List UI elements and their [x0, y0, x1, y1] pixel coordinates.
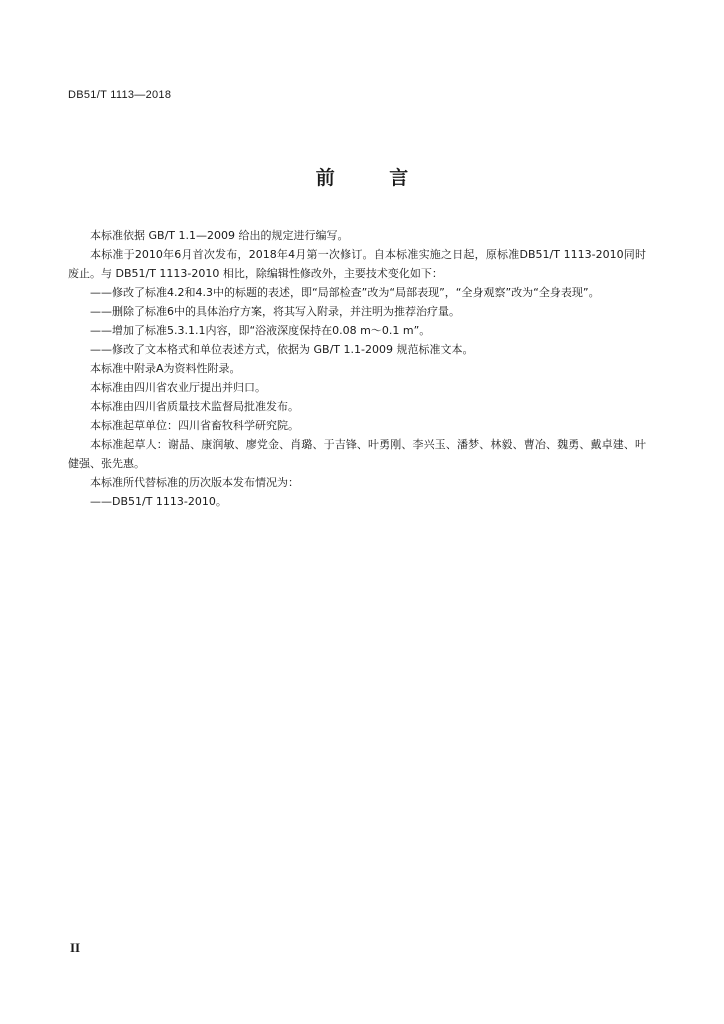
page-title: 前 言 [315, 167, 433, 189]
page-number: II [70, 940, 81, 955]
paragraph-approver: 本标准由四川省质量技术监督局批准发布。 [90, 400, 299, 413]
paragraph-previous-editions: 本标准所代替标准的历次版本发布情况为： [90, 476, 299, 489]
paragraph-appendix: 本标准中附录A为资料性附录。 [90, 362, 241, 375]
paragraph-change-3: ——增加了标准5.3.1.1内容，即“浴液深度保持在0.08 m～0.1 m”。 [90, 324, 431, 337]
paragraph-previous-edition-item: ——DB51/T 1113-2010。 [90, 495, 227, 508]
paragraph-drafters: 本标准起草人：谢晶、康润敏、廖党金、肖璐、于吉锋、叶勇刚、李兴玉、潘梦、林毅、曹冶、魏勇、戴卓建、叶健强、张先惠。 [68, 438, 646, 470]
paragraph-change-1: ——修改了标准4.2和4.3中的标题的表述，即“局部检查”改为“局部表现”，“全身观察”改为“全身表现”。 [90, 286, 600, 299]
paragraph-proposer: 本标准由四川省农业厅提出并归口。 [90, 381, 266, 394]
paragraph-change-4: ——修改了文本格式和单位表述方式，依据为 GB/T 1.1-2009 规范标准文本。 [90, 343, 474, 356]
paragraph-change-2: ——删除了标准6中的具体治疗方案，将其写入附录，并注明为推荐治疗量。 [90, 305, 460, 318]
document-code: DB51/T 1113—2018 [68, 89, 172, 101]
paragraph-history: 本标准于2010年6月首次发布，2018年4月第一次修订。自本标准实施之日起，原标准DB51/T 1113-2010同时废止。与 DB51/T 1113-2010 相比，除编辑性修改外，主要技术变化如下： [68, 248, 646, 280]
document-body [68, 226, 646, 511]
paragraph-basis: 本标准依据 GB/T 1.1—2009 给出的规定进行编写。 [90, 229, 349, 242]
paragraph-drafting-unit: 本标准起草单位：四川省畜牧科学研究院。 [90, 419, 299, 432]
